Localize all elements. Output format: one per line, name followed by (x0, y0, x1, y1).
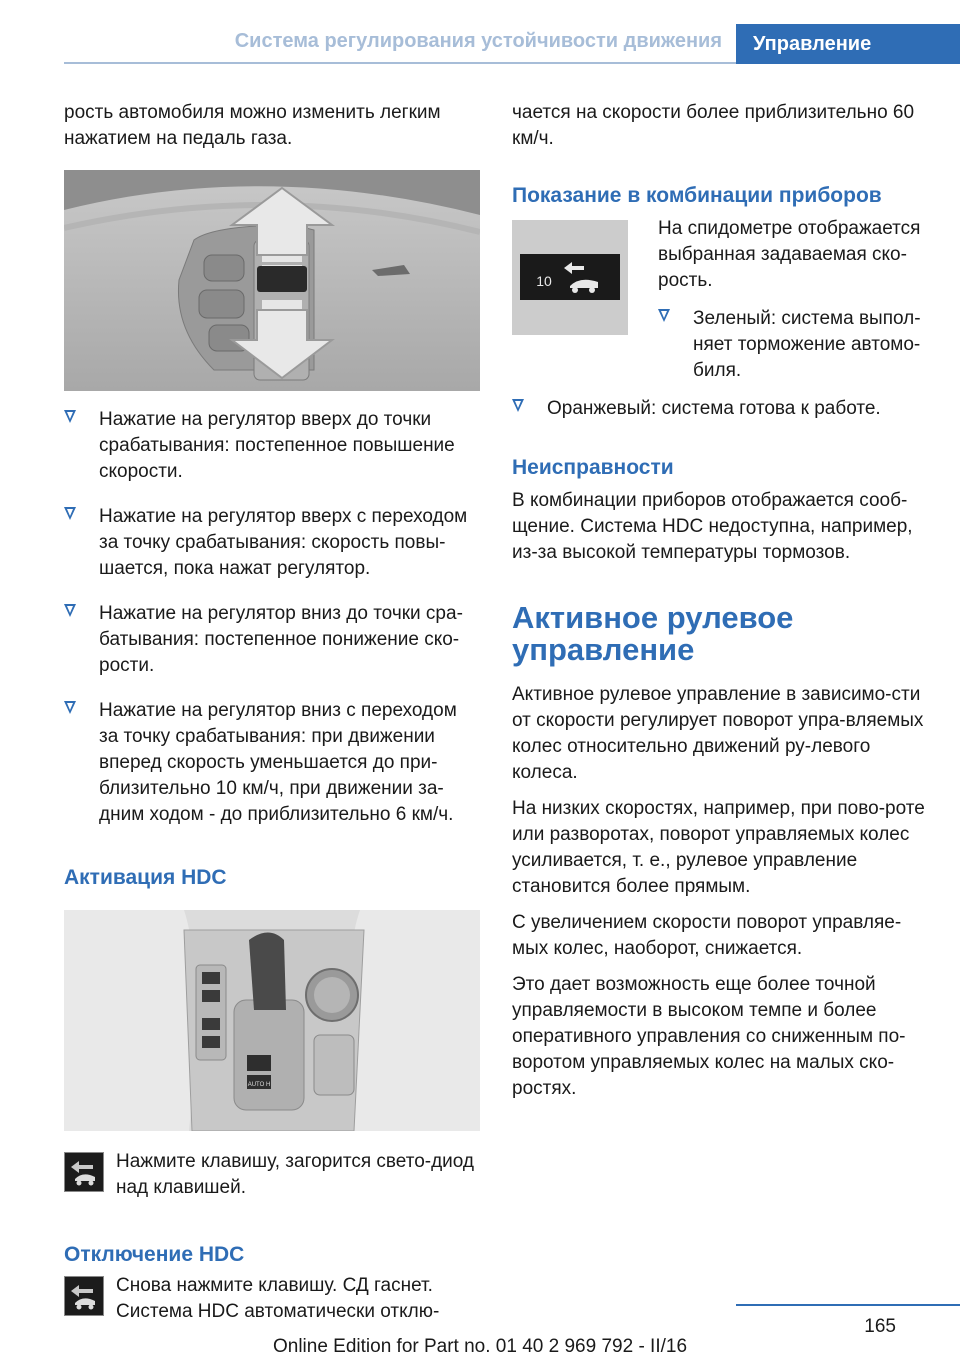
deactivation-text: Снова нажмите клавишу. СД гаснет. Система HDC автоматически отклю- (116, 1275, 440, 1322)
steering-wheel-illustration (64, 170, 480, 391)
display-speed-value: 10 (536, 273, 552, 289)
intro-paragraph: рость автомобиля можно изменить легким нажатием на педаль газа. (64, 102, 441, 149)
list-item: Оранжевый: система готова к работе. (512, 396, 932, 422)
hdc-button-icon (64, 1152, 104, 1192)
steering-paragraph: Активное рулевое управление в зависимо-сти от скорости регулирует поворот упра-вляемых колес относительно движений ру-левого колеса. (512, 684, 924, 783)
malfunction-heading: Неисправности (512, 456, 674, 479)
list-item: Нажатие на регулятор вниз до точки сра-батывания: постепенное понижение ско-рости. (64, 601, 480, 679)
hdc-deactivation-row (64, 1273, 480, 1325)
list-item: Нажатие на регулятор вниз с переходом за точку срабатывания: при движении вперед скорость уменьшается до при-близительно 10 км/ч, при движении за-дним ходом - до приблизительно 6 км/ч. (64, 698, 480, 828)
malfunction-text: В комбинации приборов отображается сооб-щение. Система HDC недоступна, например, из-за высокой температуры тормозов. (512, 490, 913, 563)
activation-heading: Активация HDC (64, 866, 227, 889)
display-text: На спидометре отображается выбранная задаваемая ско-рость. (658, 218, 921, 291)
active-steering-heading: Активное рулевое управление (512, 600, 794, 667)
triangle-bullet-icon (64, 701, 76, 714)
triangle-bullet-icon (512, 399, 524, 412)
triangle-bullet-icon (64, 410, 76, 423)
left-column (64, 100, 480, 1325)
auto-hold-label: AUTO H (247, 1082, 271, 1088)
list-item: Нажатие на регулятор вверх до точки срабатывания: постепенное повышение скорости. (64, 407, 480, 485)
activation-text: Нажмите клавишу, загорится свето-диод над клавишей. (116, 1151, 475, 1198)
continuation-paragraph: чается на скорости более приблизительно 60 км/ч. (512, 102, 915, 149)
triangle-bullet-icon (64, 507, 76, 520)
speedometer-figure (512, 220, 628, 335)
triangle-bullet-icon (658, 309, 670, 322)
footer-rule (736, 1304, 960, 1306)
hdc-display-illustration (512, 220, 628, 335)
steering-paragraph: Это дает возможность еще более точной управляемости в высоком темпе и более оперативного управления со сниженным по-воротом управляемых колес на малых ско-ростях. (512, 974, 906, 1099)
header-section-title: Система регулирования устойчивости движения (234, 30, 722, 52)
deactivation-heading: Отключение HDC (64, 1243, 245, 1266)
center-console-illustration (64, 910, 480, 1131)
list-item: Нажатие на регулятор вверх с переходом за точку срабатывания: скорость повы-шается, пока нажат регулятор. (64, 504, 480, 582)
center-console-figure (64, 910, 480, 1131)
steering-paragraph: На низких скоростях, например, при пово-роте или разворотах, поворот управляемых колес усиливается, т. е., рулевое управление становится более прямым. (512, 798, 925, 897)
display-heading: Показание в комбинации приборов (512, 184, 882, 207)
page-number: 165 (864, 1316, 896, 1337)
steering-wheel-figure (64, 170, 480, 391)
right-column (512, 100, 932, 1102)
edition-note: Online Edition for Part no. 01 40 2 969 792 - II/16 (272, 1336, 688, 1357)
triangle-bullet-icon (64, 604, 76, 617)
display-block (512, 216, 932, 384)
regulator-bullet-list (64, 407, 480, 828)
hdc-activation-row (64, 1149, 480, 1201)
steering-paragraph: С увеличением скорости поворот управляе-мых колес, наоборот, снижается. (512, 912, 902, 959)
list-item: Зеленый: система выпол-няет торможение автомо-биля. (658, 306, 932, 384)
header-chapter-tab[interactable]: Управление (736, 24, 960, 64)
hdc-button-icon (64, 1276, 104, 1316)
